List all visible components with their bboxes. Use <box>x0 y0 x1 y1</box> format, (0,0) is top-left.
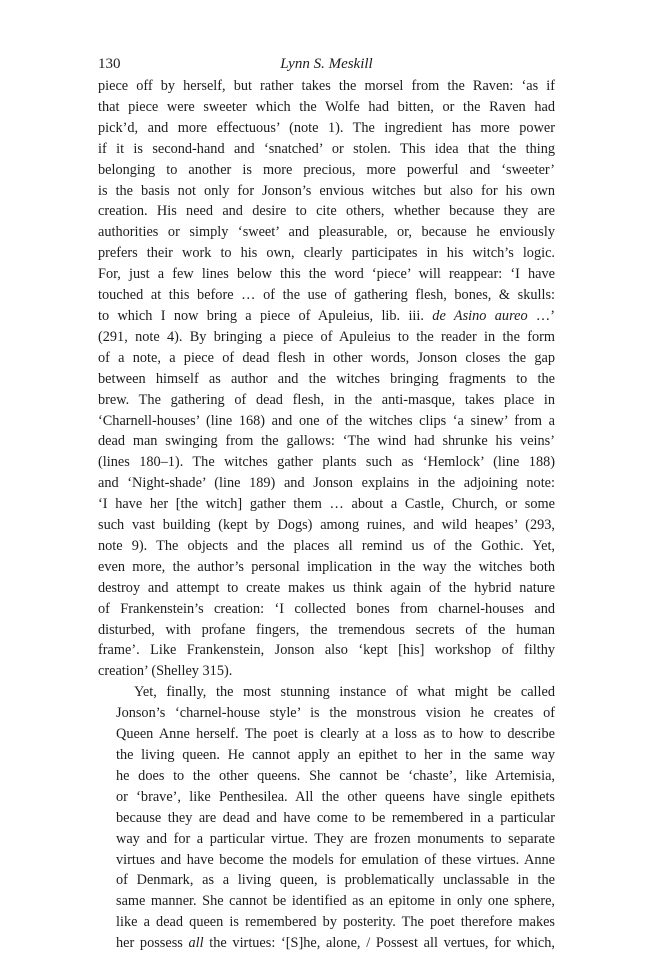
text-segment: brew. The gathering of dead flesh, in the anti-masque, takes place in <box>98 391 555 408</box>
text-line <box>98 494 555 515</box>
text-segment: between himself as author and the witches bringing fragments to the <box>98 370 555 387</box>
text-line <box>98 285 555 306</box>
text-segment: Yet, finally, the most stunning instance of what might be called <box>134 684 555 701</box>
text-line <box>98 808 555 829</box>
text-line <box>98 766 555 787</box>
text-segment: note 9). The objects and the places all remind us of the Gothic. Yet, <box>98 537 555 554</box>
paragraph <box>98 682 555 954</box>
italic-text: de Asino aureo <box>432 307 528 324</box>
text-segment: authorities or simply ‘sweet’ and pleasurable, or, because he enviously <box>98 224 555 241</box>
paragraph <box>98 76 555 682</box>
text-segment: creation. His need and desire to cite others, whether because they are <box>98 203 555 220</box>
text-line <box>98 222 555 243</box>
text-line <box>98 327 555 348</box>
text-line <box>98 933 555 954</box>
text-segment: (lines 180–1). The witches gather plants such as ‘Hemlock’ (line 188) <box>98 454 555 471</box>
text-segment: (291, note 4). By bringing a piece of Apuleius to the reader in the form <box>98 328 555 345</box>
text-line <box>98 369 555 390</box>
text-line <box>98 787 555 808</box>
text-segment: …’ <box>527 307 555 324</box>
text-line <box>98 181 555 202</box>
text-line <box>98 139 555 160</box>
text-line <box>98 703 555 724</box>
text-line <box>98 160 555 181</box>
text-segment: ‘Charnell-houses’ (line 168) and one of the witches clips ‘a sinew’ from a <box>98 412 555 429</box>
text-line <box>98 201 555 222</box>
text-line <box>98 682 555 703</box>
text-line <box>98 306 555 327</box>
text-segment: that piece were sweeter which the Wolfe had bitten, or the Raven had <box>98 98 555 115</box>
text-segment: Queen Anne herself. The poet is clearly at a loss as to how to describe <box>116 726 555 743</box>
text-line <box>98 515 555 536</box>
text-segment: For, just a few lines below this the word ‘piece’ will reappear: ‘I have <box>98 266 555 283</box>
text-segment: the virtues: ‘[S]he, alone, / Possest all vertues, for which, <box>203 935 555 952</box>
text-line <box>98 578 555 599</box>
text-segment: destroy and attempt to create makes us think again of the hybrid nature <box>98 579 555 596</box>
text-segment: such vast building (kept by Dogs) among ruines, and wild heapes’ (293, <box>98 517 555 534</box>
text-line <box>98 390 555 411</box>
text-segment: frame’. Like Frankenstein, Jonson also ‘kept [his] workshop of filthy <box>98 642 555 659</box>
text-segment: virtues and have become the models for emulation of these virtues. Anne <box>116 851 555 868</box>
text-segment: her possess <box>116 935 189 952</box>
text-segment: of a note, a piece of dead flesh in other words, Jonson closes the gap <box>98 349 555 366</box>
text-segment: disturbed, with profane fingers, the tremendous secrets of the human <box>98 621 555 638</box>
text-segment: ‘I have her [the witch] gather them … about a Castle, Church, or some <box>98 496 555 513</box>
text-segment: like a dead queen is remembered by posterity. The poet therefore makes <box>116 914 555 931</box>
text-line <box>98 431 555 452</box>
text-segment: and ‘Night-shade’ (line 189) and Jonson explains in the adjoining note: <box>98 475 555 492</box>
text-segment: Jonson’s ‘charnel-house style’ is the monstrous vision he creates of <box>116 705 555 722</box>
text-line <box>98 76 555 97</box>
text-line <box>98 452 555 473</box>
text-segment: of Frankenstein’s creation: ‘I collected bones from charnel-houses and <box>98 600 555 617</box>
text-line <box>98 912 555 933</box>
text-line <box>98 243 555 264</box>
text-line <box>98 891 555 912</box>
text-segment: or ‘brave’, like Penthesilea. All the other queens have single epithets <box>116 788 555 805</box>
text-segment: same manner. She cannot be identified as an epitome in only one sphere, <box>116 893 555 910</box>
text-segment: belonging to another is more precious, more powerful and ‘sweeter’ <box>98 161 555 178</box>
text-segment: piece off by herself, but rather takes the morsel from the Raven: ‘as if <box>98 78 555 94</box>
text-segment: creation’ (Shelley 315). <box>98 663 233 680</box>
italic-text: all <box>188 935 204 952</box>
text-line <box>98 850 555 871</box>
text-segment: dead man swinging from the gallows: ‘The wind had shrunke his veins’ <box>98 433 555 450</box>
text-line <box>98 745 555 766</box>
text-line <box>98 599 555 620</box>
text-segment: even more, the author’s personal implication in the way the witches both <box>98 558 555 575</box>
text-line <box>98 870 555 891</box>
text-line <box>98 411 555 432</box>
text-segment: to which I now bring a piece of Apuleius, lib. iii. <box>98 307 433 324</box>
text-segment: touched at this before … of the use of gathering flesh, bones, & skulls: <box>98 287 555 304</box>
text-line <box>98 97 555 118</box>
text-line <box>98 536 555 557</box>
page <box>98 52 555 954</box>
text-line <box>98 661 555 682</box>
text-line <box>98 118 555 139</box>
text-segment: way and for a particular virtue. They are frozen monuments to separate <box>116 830 555 847</box>
running-head <box>98 52 555 76</box>
body-text <box>98 76 555 954</box>
text-segment: pick’d, and more effectuous’ (note 1). The ingredient has more power <box>98 119 555 136</box>
text-line <box>98 620 555 641</box>
running-head-author: Lynn S. Meskill <box>280 56 373 72</box>
text-segment: the living queen. He cannot apply an epithet to her in the same way <box>116 747 555 763</box>
text-line <box>98 724 555 745</box>
text-segment: if it is second-hand and ‘snatched’ or stolen. This idea that the thing <box>98 140 555 157</box>
text-line <box>98 264 555 285</box>
text-segment: of Denmark, as a living queen, is problematically unclassable in the <box>116 872 555 889</box>
text-segment: because they are dead and have come to be remembered in a particular <box>116 809 555 826</box>
text-segment: prefers their work to his own, clearly participates in his witch’s logic. <box>98 245 555 262</box>
text-line <box>98 640 555 661</box>
text-line <box>98 557 555 578</box>
text-segment: is the basis not only for Jonson’s envious witches but also for his own <box>98 182 555 199</box>
text-line <box>98 473 555 494</box>
page-number: 130 <box>98 56 121 72</box>
text-segment: he does to the other queens. She cannot be ‘chaste’, like Artemisia, <box>116 767 555 784</box>
text-line <box>98 829 555 850</box>
text-line <box>98 348 555 369</box>
